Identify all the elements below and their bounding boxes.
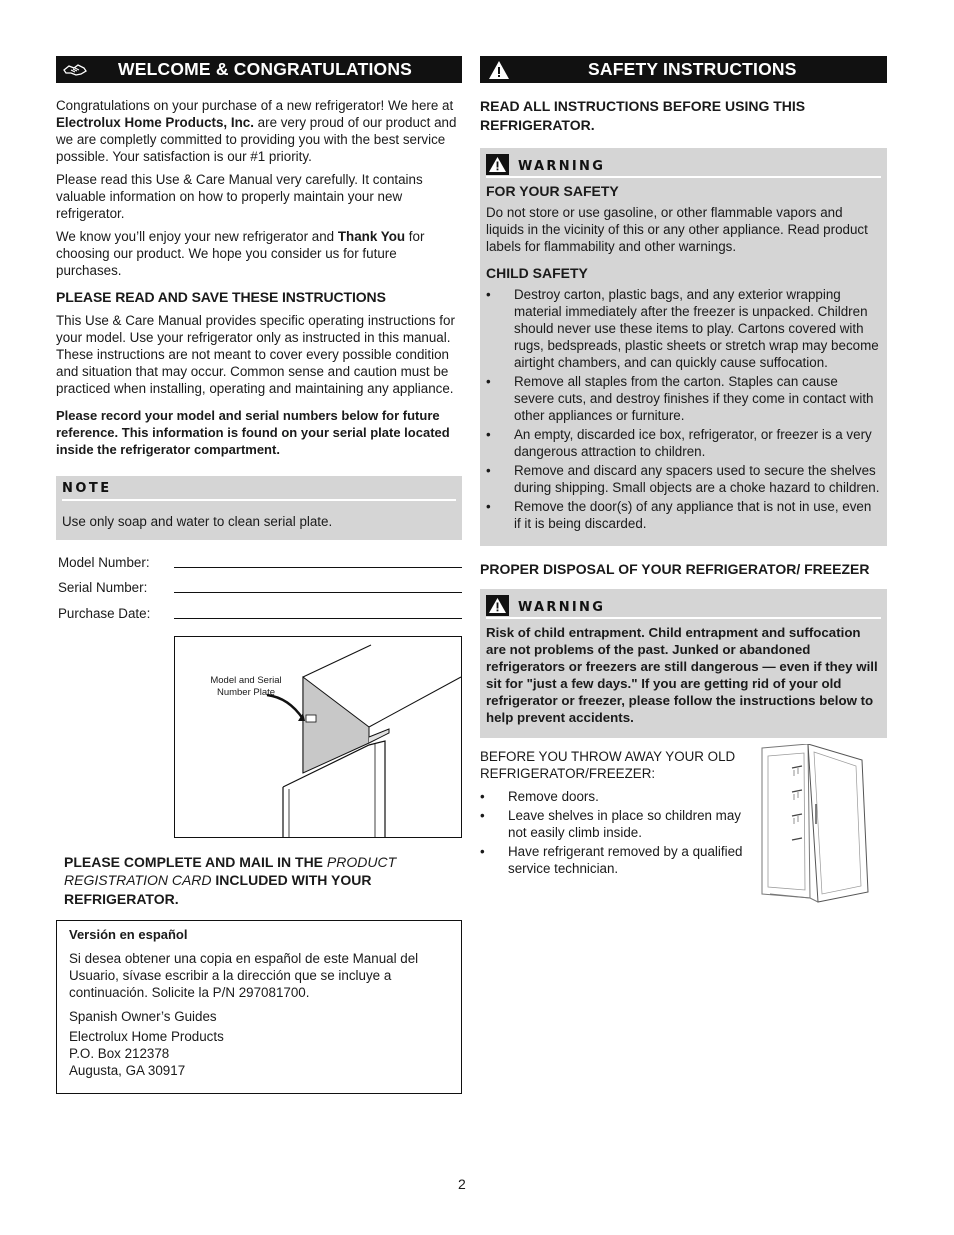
spanish-title: Versión en español bbox=[69, 927, 188, 942]
your-safety-heading: FOR YOUR SAFETY bbox=[486, 183, 619, 199]
warning-label: WARNING bbox=[518, 159, 606, 174]
disposal-steps-list bbox=[480, 788, 750, 877]
safety-warning-box bbox=[480, 148, 887, 546]
disposal-steps bbox=[480, 748, 887, 877]
welcome-header-bar bbox=[56, 56, 462, 83]
left-column bbox=[56, 56, 462, 1094]
welcome-paragraph-3: We know you’ll enjoy your new refrigerator and Thank You for choosing our product. We hope you consider us for future purchases. bbox=[56, 229, 425, 278]
save-instructions-heading: PLEASE READ AND SAVE THESE INSTRUCTIONS bbox=[56, 289, 386, 305]
refrigerator-interior-illustration bbox=[175, 637, 461, 837]
list-item: • Destroy carton, plastic bags, and any exterior wrapping material immediately after the freezer is unpacked. Children should never use these items to play. Cartons covered with rugs, bedspreads, plastic sheets or stretch wrap may become airtight chambers, and can quickly cause suffocation. bbox=[486, 286, 881, 371]
read-all-instructions: READ ALL INSTRUCTIONS BEFORE USING THIS REFRIGERATOR. bbox=[480, 98, 806, 133]
serial-number-row bbox=[56, 571, 462, 597]
welcome-paragraph-1: Congratulations on your purchase of a new refrigerator! We here at Electrolux Home Products, Inc. are very proud of our product and we are completly committed to providing you with the best service possible. Your satisfaction is our #1 priority. bbox=[56, 98, 457, 164]
purchase-date-row bbox=[56, 596, 462, 622]
handshake-icon bbox=[56, 56, 94, 83]
warning-heading bbox=[486, 595, 881, 619]
list-item: • Remove all staples from the carton. Staples can cause severe cuts, and destroy finishes if they come in contact with other appliances or furniture. bbox=[486, 373, 881, 424]
address-line-2: P.O. Box 212378 bbox=[69, 1046, 170, 1061]
serial-number-label: Serial Number: bbox=[58, 580, 148, 595]
welcome-paragraph-4: This Use & Care Manual provides specific operating instructions for your model. Use your refrigerator only as instructed in this manual. These instructions are not meant to cover every possible condition and situation that may occur. Common sense and caution must be practiced when installing, operating and maintaining any appliance. bbox=[56, 313, 455, 396]
disposal-heading: PROPER DISPOSAL OF YOUR REFRIGERATOR/ FREEZER bbox=[480, 561, 870, 577]
model-number-line bbox=[174, 554, 462, 568]
welcome-paragraph-2: Please read this Use & Care Manual very carefully. It contains valuable information on how to properly maintain your new refrigerator. bbox=[56, 172, 423, 221]
spanish-paragraph: Si desea obtener una copia en español de este Manual del Usuario, sívase escribir a la dirección que se incluye a continuación. Solicite la P/N 297081700. bbox=[69, 951, 419, 1000]
warning-triangle-icon bbox=[480, 56, 518, 83]
safety-title: SAFETY INSTRUCTIONS bbox=[588, 59, 797, 79]
model-number-row bbox=[56, 545, 462, 571]
entrapment-warning-box bbox=[480, 589, 887, 738]
purchase-date-line bbox=[174, 605, 462, 619]
serial-plate-caption: Model and Serial Number Plate bbox=[210, 674, 282, 698]
before-throw-away-text: BEFORE YOU THROW AWAY YOUR OLD REFRIGERATOR/FREEZER: bbox=[480, 749, 736, 781]
list-item: • An empty, discarded ice box, refrigerator, or freezer is a very dangerous attraction to children. bbox=[486, 426, 881, 460]
warning-triangle-icon bbox=[486, 595, 509, 616]
list-item: • Leave shelves in place so children may not easily climb inside. bbox=[480, 807, 750, 841]
spanish-version-box bbox=[56, 920, 462, 1094]
spanish-address bbox=[69, 1028, 450, 1079]
spanish-guides-label: Spanish Owner’s Guides bbox=[69, 1009, 217, 1024]
warning-heading bbox=[486, 154, 881, 178]
warning-triangle-icon bbox=[486, 154, 509, 175]
note-text: Use only soap and water to clean serial plate. bbox=[62, 514, 333, 529]
entrapment-text: Risk of child entrapment. Child entrapment and suffocation are not problems of the past. Junked or abandoned refrigerators or freezers are still dangerous — even if they will sit for "just a few days." If you are getting rid of your old refrigerator or freezer, please follow the instructions below to help prevent accidents. bbox=[486, 625, 878, 725]
address-line-3: Augusta, GA 30917 bbox=[69, 1063, 186, 1078]
safety-header-bar bbox=[480, 56, 887, 83]
purchase-date-label: Purchase Date: bbox=[58, 605, 151, 621]
note-label: NOTE bbox=[62, 480, 456, 501]
list-item: • Have refrigerant removed by a qualified service technician. bbox=[480, 843, 750, 877]
right-column bbox=[480, 56, 887, 879]
list-item: • Remove doors. bbox=[480, 788, 750, 805]
serial-number-line bbox=[174, 579, 462, 593]
address-line-1: Electrolux Home Products bbox=[69, 1029, 224, 1044]
welcome-title: WELCOME & CONGRATULATIONS bbox=[118, 59, 413, 79]
note-box bbox=[56, 476, 462, 540]
list-item: • Remove the door(s) of any appliance that is not in use, even if it is being discarded. bbox=[486, 498, 881, 532]
registration-card-instruction: PLEASE COMPLETE AND MAIL IN THE PRODUCT REGISTRATION CARD INCLUDED WITH YOUR REFRIGERATOR. bbox=[64, 853, 397, 907]
open-freezer-illustration bbox=[758, 744, 874, 904]
warning-label: WARNING bbox=[518, 600, 606, 615]
record-numbers-paragraph: Please record your model and serial numbers below for future reference. This information is found on your serial plate located inside the refrigerator compartment. bbox=[56, 408, 450, 457]
child-safety-list bbox=[486, 286, 881, 532]
child-safety-heading: CHILD SAFETY bbox=[486, 265, 588, 281]
your-safety-text: Do not store or use gasoline, or other flammable vapors and liquids in the vicinity of this or any other appliance. Read product labels for flammability and other warnings. bbox=[486, 205, 868, 254]
record-fields bbox=[56, 545, 462, 622]
serial-plate-diagram bbox=[174, 636, 462, 838]
model-number-label: Model Number: bbox=[58, 554, 150, 570]
list-item: • Remove and discard any spacers used to secure the shelves during shipping. Small objects are a choke hazard to children. bbox=[486, 462, 881, 496]
page-number: 2 bbox=[458, 1176, 466, 1192]
